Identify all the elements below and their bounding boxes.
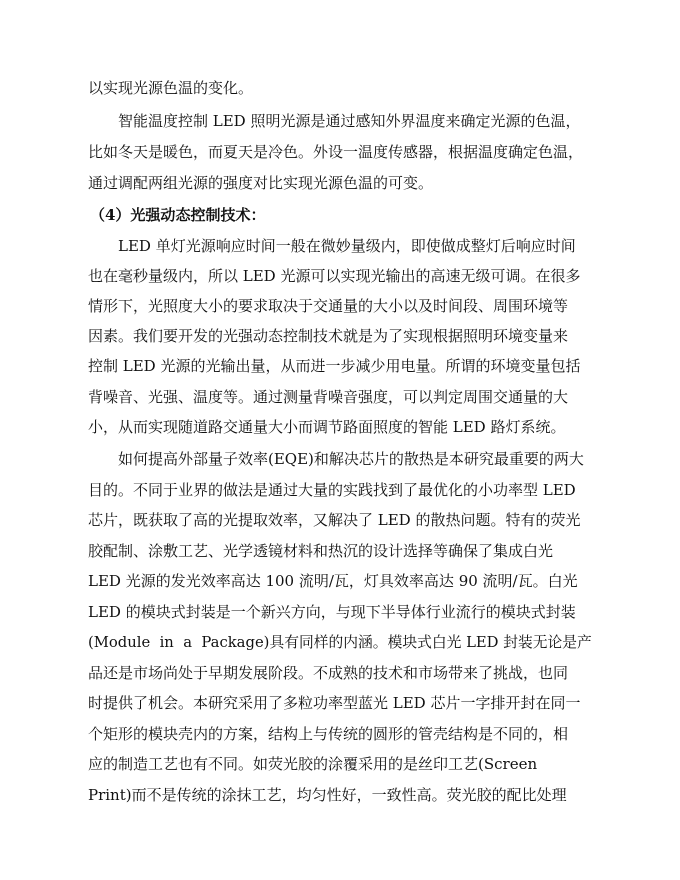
text-line: 控制 LED 光源的光输出量，从而进一步减少用电量。所谓的环境变量包括 (88, 357, 581, 375)
text-line: (Module in a Package)具有同样的内涵。模块式白光 LED 封装无论是产 (88, 633, 592, 651)
text-line: 通过调配两组光源的强度对比实现光源色温的可变。 (88, 174, 434, 192)
text-line: 芯片，既获取了高的光提取效率，又解决了 LED 的散热问题。特有的荧光 (88, 511, 581, 529)
text-line: LED 单灯光源响应时间一般在微妙量级内，即使做成整灯后响应时间 (118, 237, 576, 255)
section-heading: （4）光强动态控制技术： (90, 206, 266, 224)
text-line: 应的制造工艺也有不同。如荧光胶的涂覆采用的是丝印工艺(Screen (88, 755, 538, 773)
text-line: 情形下，光照度大小的要求取决于交通量的大小以及时间段、周围环境等 (88, 297, 569, 315)
text-line: 品还是市场尚处于早期发展阶段。不成熟的技术和市场带来了挑战，也同 (88, 664, 569, 682)
text-line: 因素。我们要开发的光强动态控制技术就是为了实现根据照明环境变量来 (88, 327, 569, 345)
text-line: LED 光源的发光效率高达 100 流明/瓦，灯具效率高达 90 流明/瓦。白光 (88, 572, 578, 590)
text-line: Print)而不是传统的涂抹工艺，均匀性好，一致性高。荧光胶的配比处理 (88, 786, 567, 804)
text-line: 目的。不同于业界的做法是通过大量的实践找到了最优化的小功率型 LED (88, 481, 576, 499)
text-line: 背噪音、光强、温度等。通过测量背噪音强度，可以判定周围交通量的大 (88, 388, 569, 406)
text-line: 个矩形的模块壳内的方案，结构上与传统的圆形的管壳结构是不同的，相 (88, 725, 569, 743)
text-line: 也在毫秒量级内，所以 LED 光源可以实现光输出的高速无级可调。在很多 (88, 267, 581, 285)
text-line: 比如冬天是暖色，而夏天是冷色。外设一温度传感器，根据温度确定色温， (88, 143, 584, 161)
text-line: 如何提高外部量子效率(EQE)和解决芯片的散热是本研究最重要的两大 (118, 450, 584, 468)
text-line: 胶配制、涂敷工艺、光学透镜材料和热沉的设计选择等确保了集成白光 (88, 542, 554, 560)
text-line: 小，从而实现随道路交通量大小而调节路面照度的智能 LED 路灯系统。 (88, 418, 566, 436)
text-line: 时提供了机会。本研究采用了多粒功率型蓝光 LED 芯片一字排开封在同一 (88, 694, 581, 712)
text-line: LED 的模块式封装是一个新兴方向，与现下半导体行业流行的模块式封装 (88, 603, 576, 621)
text-line: 智能温度控制 LED 照明光源是通过感知外界温度来确定光源的色温， (118, 112, 581, 130)
text-line: 以实现光源色温的变化。 (88, 79, 254, 97)
